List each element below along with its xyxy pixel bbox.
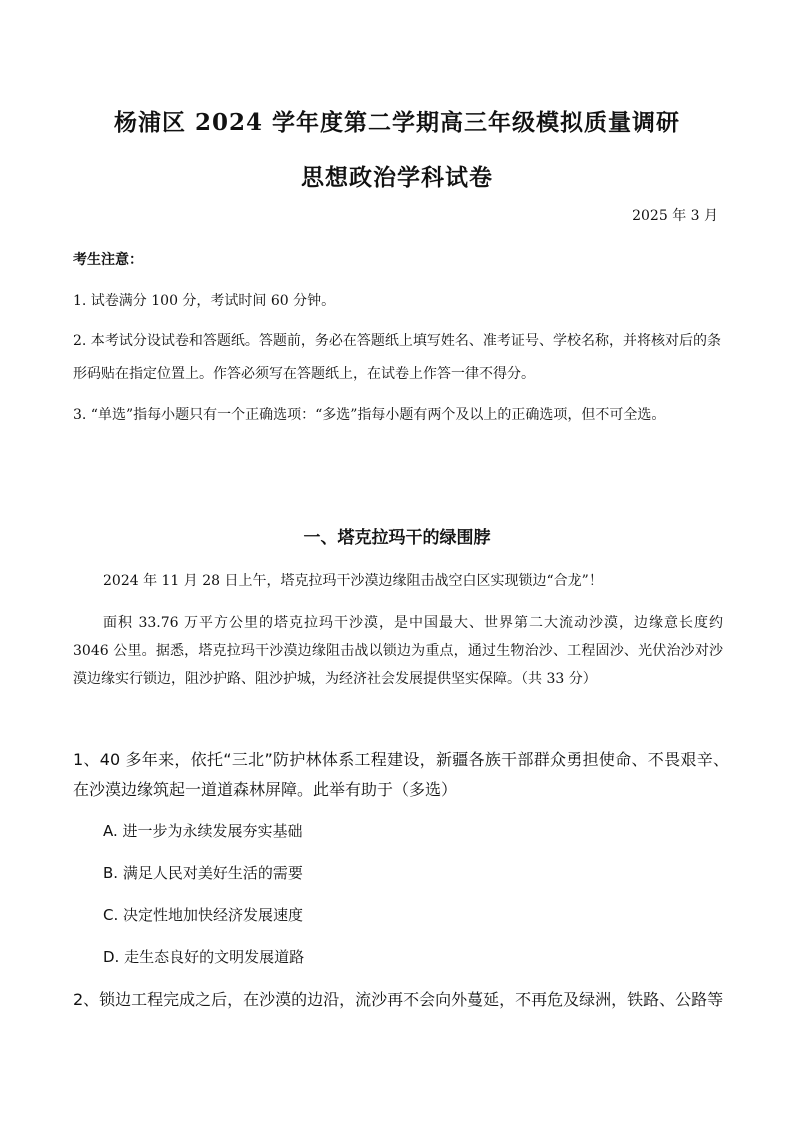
- answer-option-a: A. 进一步为永续发展夯实基础: [103, 822, 303, 840]
- exam-date: 2025 年 3 月: [632, 208, 718, 224]
- notice-item: 2. 本考试分设试卷和答题纸。答题前，务必在答题纸上填写姓名、准考证号、学校名称，并将核对后的条形码贴在指定位置上。作答必须写在答题纸上，在试卷上作答一律不得分。: [73, 333, 721, 382]
- question-stem: 1、40 多年来，依托“三北”防护林体系工程建设，新疆各族干部群众勇担使命、不畏艰辛、在沙漠边缘筑起一道道森林屏障。此举有助于（多选）: [73, 750, 729, 799]
- notice-item: 3. “单选”指每小题只有一个正确选项：“多选”指每小题有两个及以上的正确选项，但不可全选。: [73, 407, 666, 423]
- answer-option-b: B. 满足人民对美好生活的需要: [103, 864, 303, 882]
- answer-option-c: C. 决定性地加快经济发展速度: [103, 906, 304, 924]
- intro-paragraph: 2024 年 11 月 28 日上午，塔克拉玛干沙漠边缘阻击战空白区实现锁边“合龙”！: [103, 573, 603, 589]
- answer-option-d: D. 走生态良好的文明发展道路: [103, 948, 305, 966]
- question-stem: 2、锁边工程完成之后，在沙漠的边沿，流沙再不会向外蔓延，不再危及绿洲，铁路、公路等: [73, 990, 724, 1009]
- notice-item: 1. 试卷满分 100 分，考试时间 60 分钟。: [73, 293, 336, 309]
- intro-paragraph: 面积 33.76 万平方公里的塔克拉玛干沙漠，是中国最大、世界第二大流动沙漠，边缘意长度约 3046 公里。据悉，塔克拉玛干沙漠边缘阻击战以锁边为重点，通过生物治沙、工程固沙、光伏治沙对沙漠边缘实行锁边，阻沙护路、阻沙护城，为经济社会发展提供坚实保障。（共 33 分）: [73, 615, 723, 687]
- exam-title: 杨浦区 2024 学年度第二学期高三年级模拟质量调研: [113, 109, 681, 136]
- exam-subtitle: 思想政治学科试卷: [301, 164, 493, 191]
- notice-heading: 考生注意：: [73, 252, 143, 268]
- section-title: 一、塔克拉玛干的绿围脖: [303, 528, 491, 548]
